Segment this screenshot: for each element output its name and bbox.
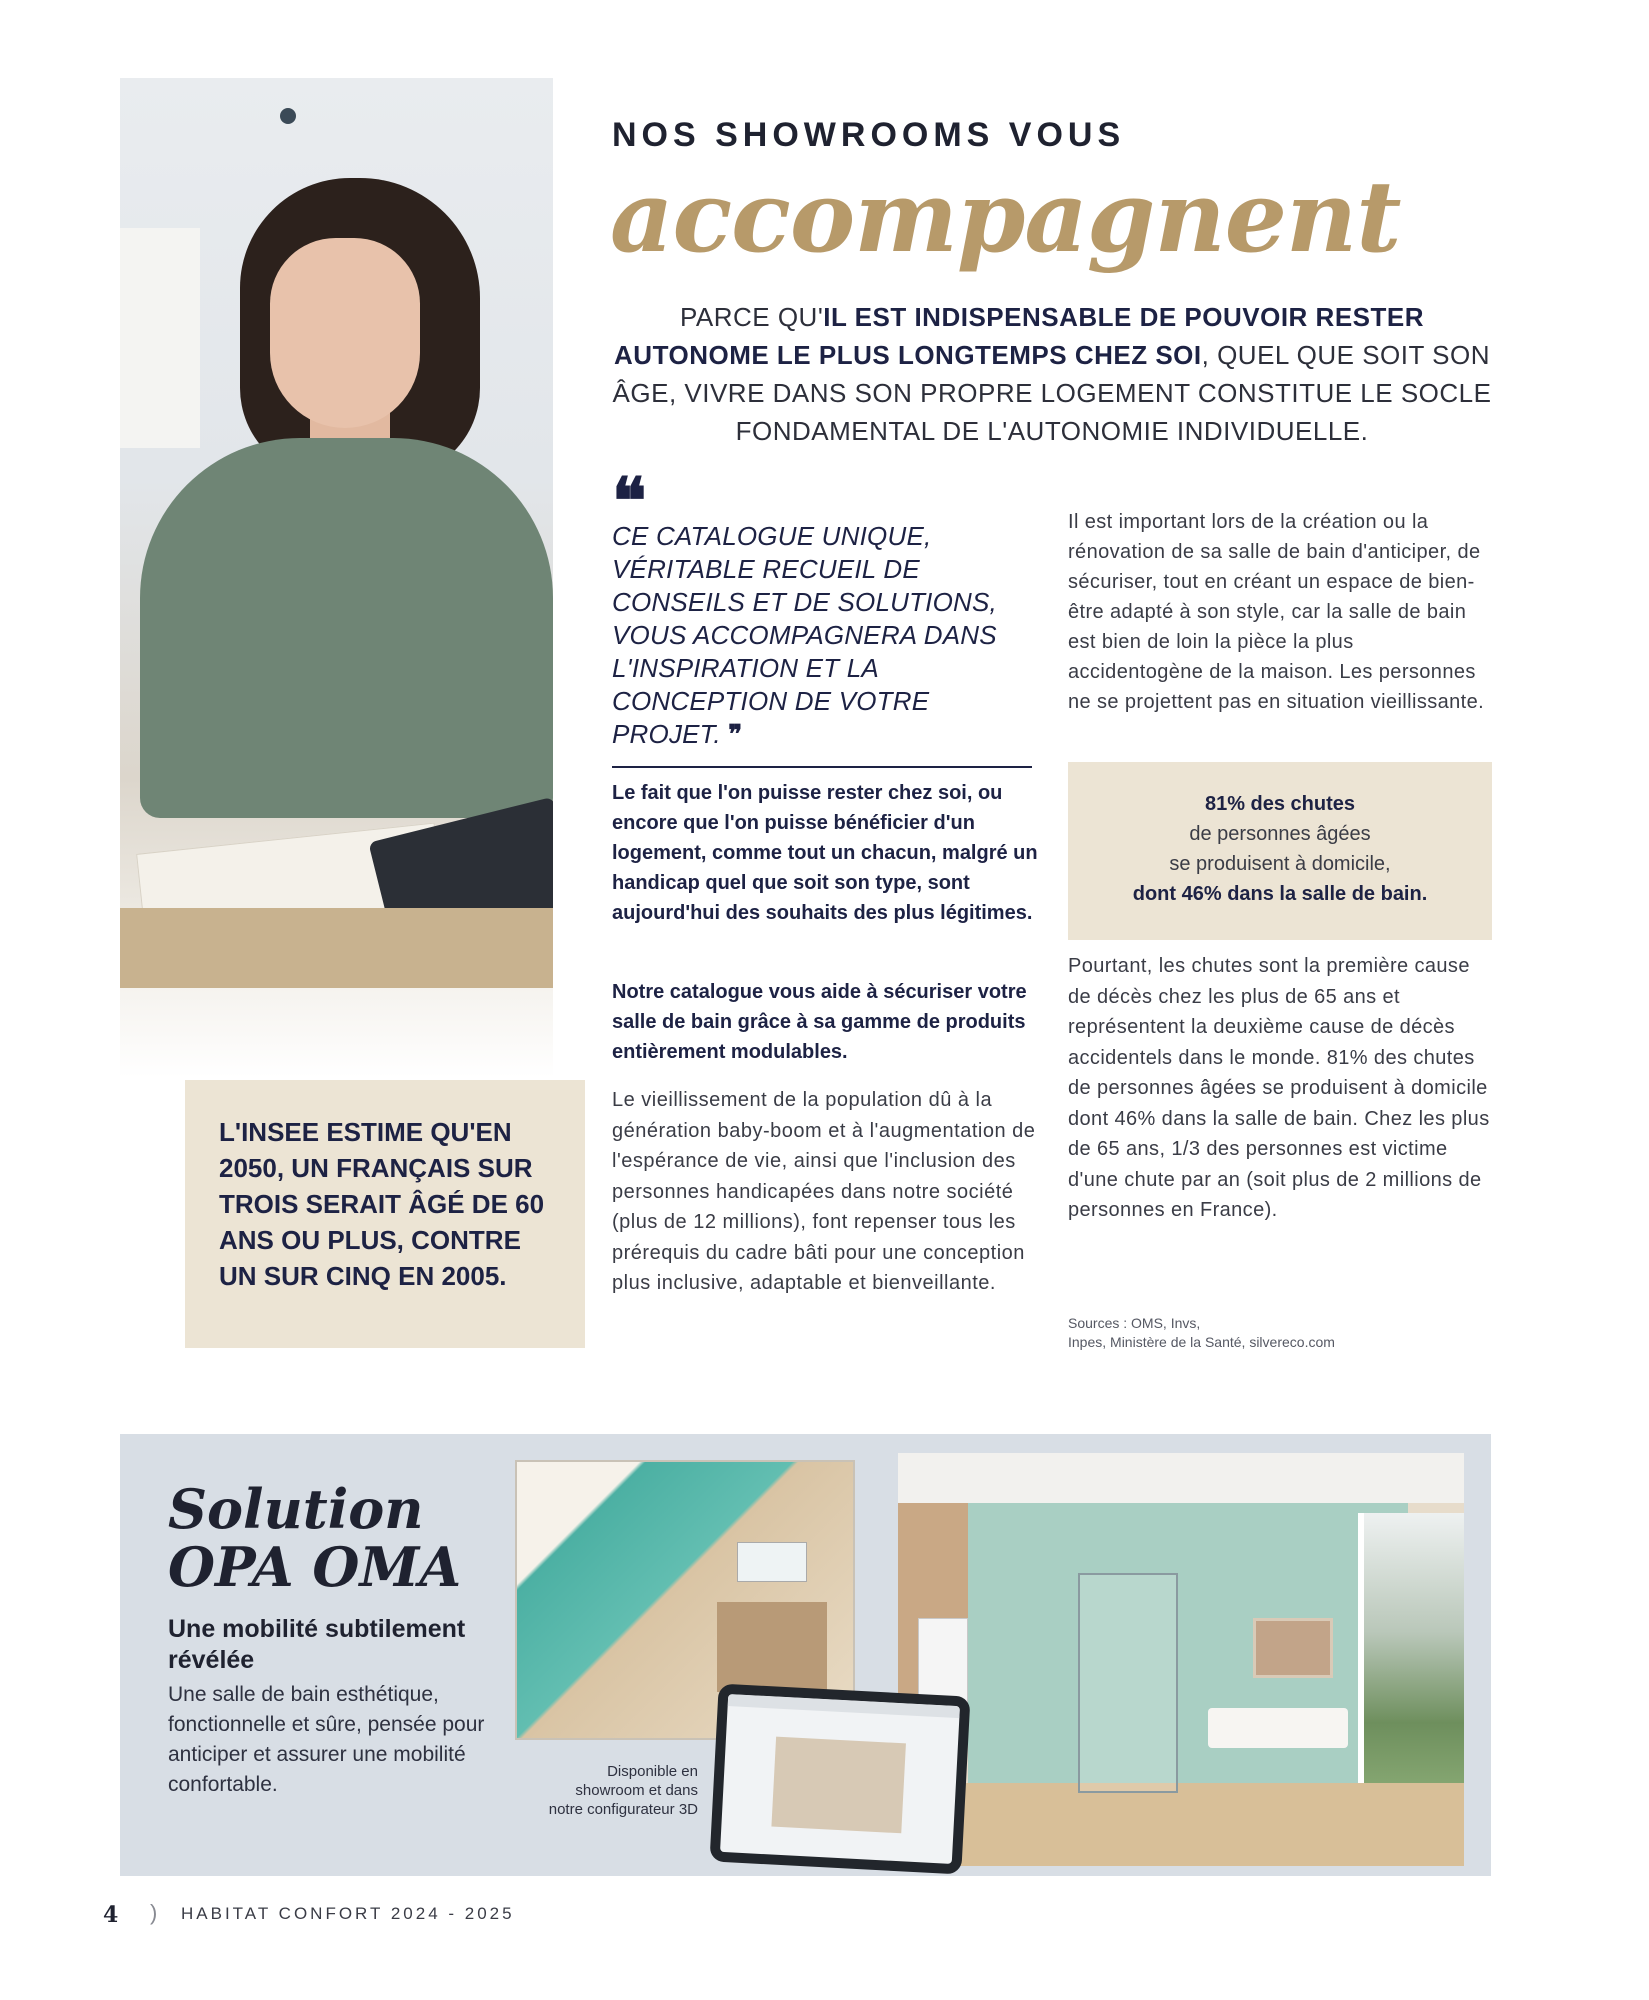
page-kicker: NOS SHOWROOMS VOUS xyxy=(612,116,1126,154)
insee-callout: L'INSEE ESTIME QU'EN 2050, UN FRANÇAIS SUR TROIS SERAIT ÂGÉ DE 60 ANS OU PLUS, CONTRE UN SUR CINQ EN 2005. xyxy=(185,1080,585,1348)
bold-paragraph-1: Le fait que l'on puisse rester chez soi, ou encore que l'on puisse bénéficier d'un logement, comme tout un chacun, malgré un handicap quel que soit son type, sont aujourd'hui des souhaits des plus légitimes. xyxy=(612,782,1038,924)
intro-paragraph: PARCE QU'IL EST INDISPENSABLE DE POUVOIR RESTER AUTONOME LE PLUS LONGTEMPS CHEZ SOI, QUEL QUE SOIT SON ÂGE, VIVRE DANS SON PROPRE LOGEMENT CONSTITUE LE SOCLE FONDAMENTAL DE L'AUTONOMIE INDIVIDUELLE. xyxy=(612,302,1492,446)
body-paragraph-right-2: Pourtant, les chutes sont la première cause de décès chez les plus de 65 ans et représentent la deuxième cause de décès accidentels dans le monde. 81% des chutes de personnes âgées se produisent à domicile dont 46% dans la salle de bain. Chez les plus de 65 ans, 1/3 des personnes est victime d'une chute par an (soit plus de 2 millions de personnes en France). xyxy=(1068,955,1490,1221)
availability-note: Disponible en showroom et dans notre configurateur 3D xyxy=(548,1763,698,1818)
solution-subtitle: Une mobilité subtilement révélée xyxy=(168,1615,466,1674)
footer-label: HABITAT CONFORT 2024 - 2025 xyxy=(181,1904,515,1923)
statistic-callout: 81% des chutes de personnes âgées se produisent à domicile, dont 46% dans la salle de bain. xyxy=(1068,762,1492,940)
solution-title: Solution OPA OMA xyxy=(168,1477,462,1599)
body-paragraph-right-1: Il est important lors de la création ou la rénovation de sa salle de bain d'anticiper, de sécuriser, tout en créant un espace de bien-être adapté à son style, car la salle de bain est bien de loin la pièce la plus accidentogène de la maison. Les personnes ne se projettent pas en situation vieillissante. xyxy=(1068,511,1485,713)
solution-description: Une salle de bain esthétique, fonctionnelle et sûre, pensée pour anticiper et assurer une mobilité confortable. xyxy=(168,1683,485,1796)
quote-close-icon: ❞ xyxy=(720,719,743,749)
configurator-tablet-image xyxy=(710,1684,971,1875)
woman-photo xyxy=(120,78,553,1078)
quote-open-icon: ❝ xyxy=(612,464,647,539)
body-paragraph-left: Le vieillissement de la population dû à la génération baby-boom et à l'augmentation de l'espérance de vie, ainsi que l'inclusion des personnes handicapées dans notre société (plus de 12 millions), font repenser tous les prérequis du cadre bâti pour une conception plus inclusive, adaptable et bienveillante. xyxy=(612,1089,1036,1294)
sources-note: Sources : OMS, Invs, Inpes, Ministère de la Santé, silvereco.com xyxy=(1068,1315,1335,1350)
quote-divider xyxy=(612,766,1032,768)
footer-separator: ) xyxy=(150,1900,158,1925)
page-number: 4 xyxy=(103,1902,119,1928)
pull-quote: CE CATALOGUE UNIQUE, VÉRITABLE RECUEIL DE CONSEILS ET DE SOLUTIONS, VOUS ACCOMPAGNERA DANS L'INSPIRATION ET LA CONCEPTION DE VOTRE PROJET. ❞ xyxy=(612,521,997,749)
page-title: accompagnent xyxy=(610,160,1401,275)
bathroom-render-image xyxy=(898,1453,1464,1866)
bold-paragraph-2: Notre catalogue vous aide à sécuriser votre salle de bain grâce à sa gamme de produits entièrement modulables. xyxy=(612,981,1027,1063)
